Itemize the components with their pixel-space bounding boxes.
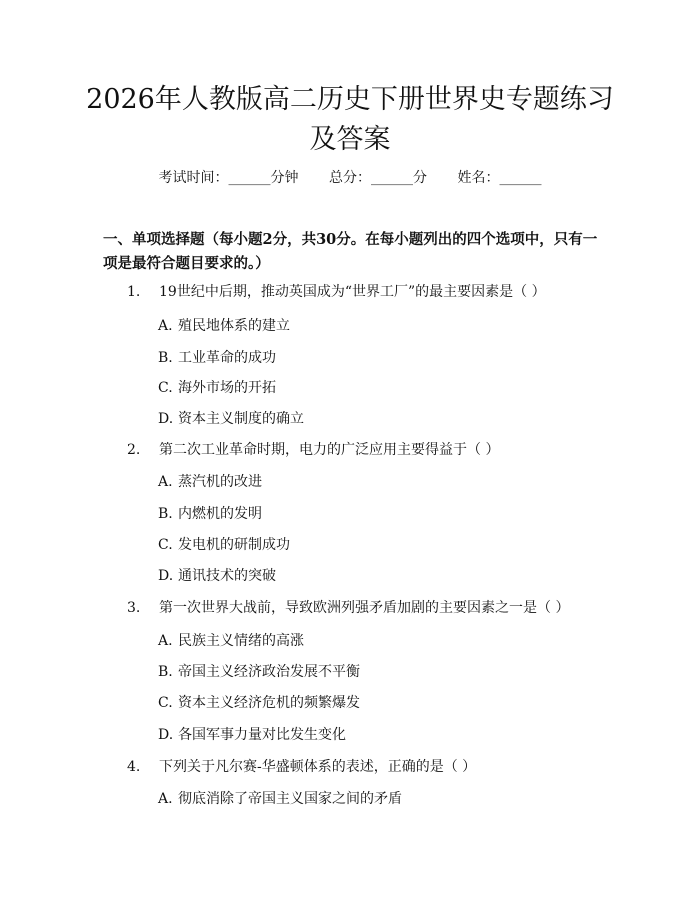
document-title-line-2: 及答案 <box>309 124 391 155</box>
option-text: 民族主义情绪的高涨 <box>178 633 304 649</box>
option-letter: B. <box>158 350 173 366</box>
option-letter: A. <box>158 791 173 807</box>
option-text: 帝国主义经济政治发展不平衡 <box>178 664 360 680</box>
question-stem: 下列关于凡尔赛-华盛顿体系的表述，正确的是（ ） <box>159 759 477 775</box>
option-text: 工业革命的成功 <box>178 350 276 366</box>
option-text: 资本主义制度的确立 <box>178 411 304 427</box>
question-1-option-b <box>158 349 276 367</box>
exam-time-field: 考试时间：______分钟 <box>158 170 299 186</box>
question-3 <box>127 599 569 617</box>
question-number: 1. <box>127 284 141 300</box>
option-letter: A. <box>158 318 173 334</box>
exam-info-row <box>0 169 700 187</box>
question-3-option-a <box>158 632 304 650</box>
option-letter: C. <box>158 380 173 396</box>
option-text: 蒸汽机的改进 <box>178 474 262 490</box>
question-stem: 第一次世界大战前，导致欧洲列强矛盾加剧的主要因素之一是（ ） <box>159 600 570 616</box>
total-score-field: 总分：______分 <box>329 170 427 186</box>
question-3-option-d <box>158 726 346 744</box>
option-letter: D. <box>158 568 174 584</box>
question-number: 2. <box>127 442 141 458</box>
question-2 <box>127 441 499 459</box>
document-title <box>60 80 640 160</box>
question-2-option-b <box>158 505 262 523</box>
option-letter: D. <box>158 727 174 743</box>
question-3-option-c <box>158 694 360 712</box>
question-1-option-a <box>158 317 290 335</box>
option-text: 资本主义经济危机的频繁爆发 <box>178 695 360 711</box>
option-text: 海外市场的开拓 <box>178 380 276 396</box>
option-text: 各国军事力量对比发生变化 <box>178 727 346 743</box>
question-1-option-c <box>158 379 276 397</box>
option-letter: B. <box>158 506 173 522</box>
question-1 <box>127 283 546 301</box>
option-letter: D. <box>158 411 174 427</box>
option-letter: A. <box>158 633 173 649</box>
student-name-field: 姓名：______ <box>457 170 542 186</box>
section-heading-single-choice: 一、单项选择题（每小题2分，共30分。在每小题列出的四个选项中，只有一项是最符合题目要求的。） <box>103 231 598 272</box>
question-2-option-c <box>158 536 290 554</box>
document-title-line-1: 2026年人教版高二历史下册世界史专题练习 <box>86 84 614 115</box>
question-2-option-a <box>158 473 262 491</box>
option-text: 内燃机的发明 <box>178 506 262 522</box>
question-stem: 19世纪中后期，推动英国成为“世界工厂”的最主要因素是（ ） <box>159 284 546 300</box>
option-text: 殖民地体系的建立 <box>178 318 290 334</box>
option-letter: C. <box>158 695 173 711</box>
option-text: 发电机的研制成功 <box>178 537 290 553</box>
option-text: 彻底消除了帝国主义国家之间的矛盾 <box>178 791 402 807</box>
question-4-option-a <box>158 790 402 808</box>
question-stem: 第二次工业革命时期，电力的广泛应用主要得益于（ ） <box>159 442 500 458</box>
question-1-option-d <box>158 410 304 428</box>
option-letter: A. <box>158 474 173 490</box>
question-4 <box>127 758 476 776</box>
question-2-option-d <box>158 567 276 585</box>
option-letter: B. <box>158 664 173 680</box>
option-text: 通讯技术的突破 <box>178 568 276 584</box>
question-number: 3. <box>127 600 141 616</box>
question-number: 4. <box>127 759 141 775</box>
option-letter: C. <box>158 537 173 553</box>
question-3-option-b <box>158 663 360 681</box>
